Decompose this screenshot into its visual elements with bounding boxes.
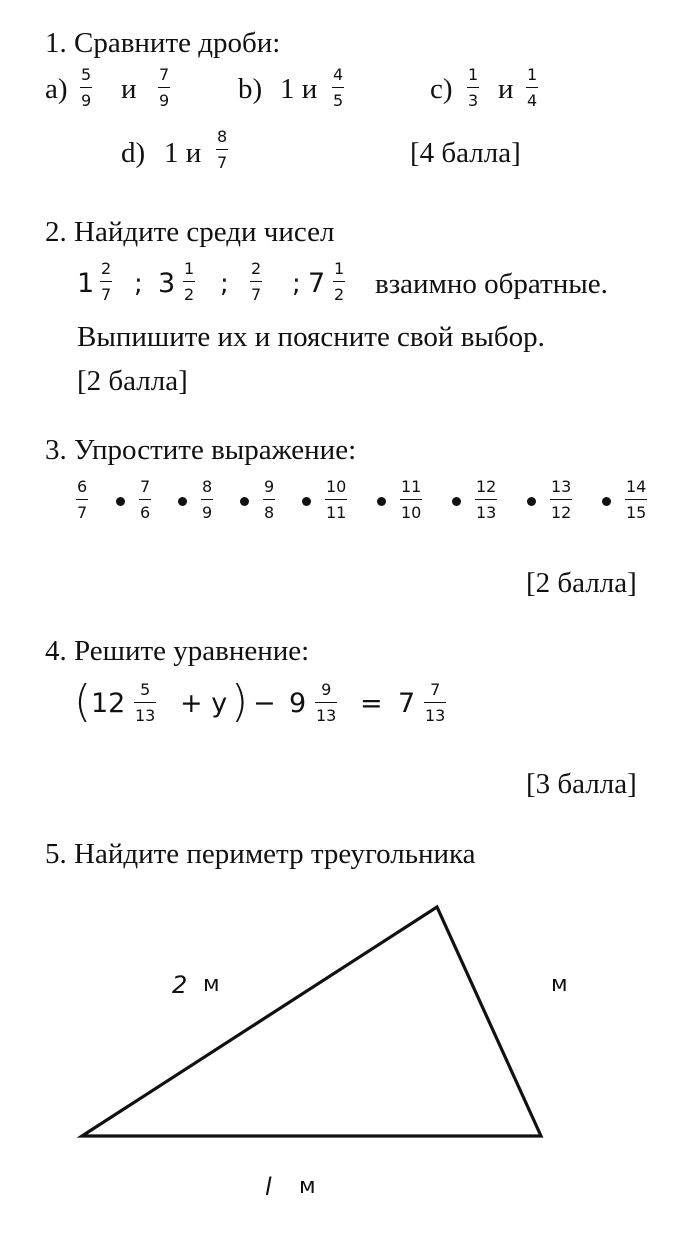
task1-c-fraction1: 1 3 (468, 65, 479, 110)
task4-fraction2: 9 13 (316, 680, 337, 725)
left-side-value: 2 (172, 971, 188, 999)
task3-fraction: 9 8 (264, 477, 275, 522)
task1-a-fraction1: 5 9 (81, 65, 92, 110)
task3-fraction: 12 13 (476, 477, 497, 522)
task4-whole1: 12 (91, 688, 126, 719)
task1-c-and: и (498, 73, 514, 105)
left-side-unit: м (203, 972, 220, 997)
task2-title: 2. Найдите среди чисел (45, 216, 335, 248)
task4-open-paren: ( (74, 676, 92, 727)
bottom-side-value: l (265, 1173, 272, 1201)
triangle-shape (82, 907, 541, 1136)
task4-whole3: 7 (398, 688, 416, 719)
task3-points: [2 балла] (526, 567, 637, 599)
task2-n4-whole: 7 (308, 268, 326, 299)
task1-d-whole: 1 и (164, 137, 202, 169)
task2-sep2: ; (220, 269, 229, 299)
task3-fraction: 14 15 (626, 477, 647, 522)
task5-title: 5. Найдите периметр треугольника (45, 838, 476, 870)
task1-b-label: b) (238, 73, 263, 105)
task1-a-fraction2: 7 9 (159, 65, 170, 110)
task4-fraction3: 7 13 (425, 680, 446, 725)
task4-fraction1: 5 13 (135, 680, 156, 725)
task4-equals: = (360, 688, 383, 719)
task4-plus-y: + y (180, 688, 228, 719)
task2-n2-whole: 3 (158, 268, 176, 299)
task1-c-label: c) (430, 73, 453, 105)
task1-title: 1. Сравните дроби: (45, 27, 281, 59)
task4-title: 4. Решите уравнение: (45, 635, 310, 667)
task2-suffix: взаимно обратные. (375, 268, 608, 300)
task2-n4-fraction: 1 2 (334, 259, 345, 304)
task2-n2-fraction: 1 2 (184, 259, 195, 304)
task2-n3-fraction: 2 7 (251, 259, 262, 304)
task3-fraction: 7 6 (140, 477, 151, 522)
task1-c-fraction2: 1 4 (527, 65, 538, 110)
task2-n1-fraction: 2 7 (101, 259, 112, 304)
task2-n1-whole: 1 (77, 268, 95, 299)
task2-sep1: ; (134, 269, 143, 299)
bottom-side-unit: м (299, 1174, 316, 1199)
task3-fraction: 10 11 (326, 477, 347, 522)
task1-a-and: и (121, 73, 137, 105)
task4-close-paren: ) (231, 676, 249, 727)
task1-d-label: d) (121, 137, 146, 169)
task3-title: 3. Упростите выражение: (45, 434, 357, 466)
task4-minus: − (253, 688, 276, 719)
task4-points: [3 балла] (526, 768, 637, 800)
task3-fraction: 8 9 (202, 477, 213, 522)
task2-points: [2 балла] (77, 365, 188, 397)
task3-fraction: 13 12 (551, 477, 572, 522)
task2-line2: Выпишите их и поясните свой выбор. (77, 321, 545, 353)
task1-points: [4 балла] (410, 137, 521, 169)
right-side-unit: м (551, 972, 568, 997)
task1-a-label: a) (45, 73, 68, 105)
task1-b-fraction: 4 5 (333, 65, 344, 110)
task2-sep3: ; (292, 269, 301, 299)
task1-d-fraction: 8 7 (217, 127, 228, 172)
task3-fraction: 6 7 (77, 477, 88, 522)
task4-whole2: 9 (289, 688, 307, 719)
task1-b-whole: 1 и (280, 73, 318, 105)
task3-fraction: 11 10 (401, 477, 422, 522)
